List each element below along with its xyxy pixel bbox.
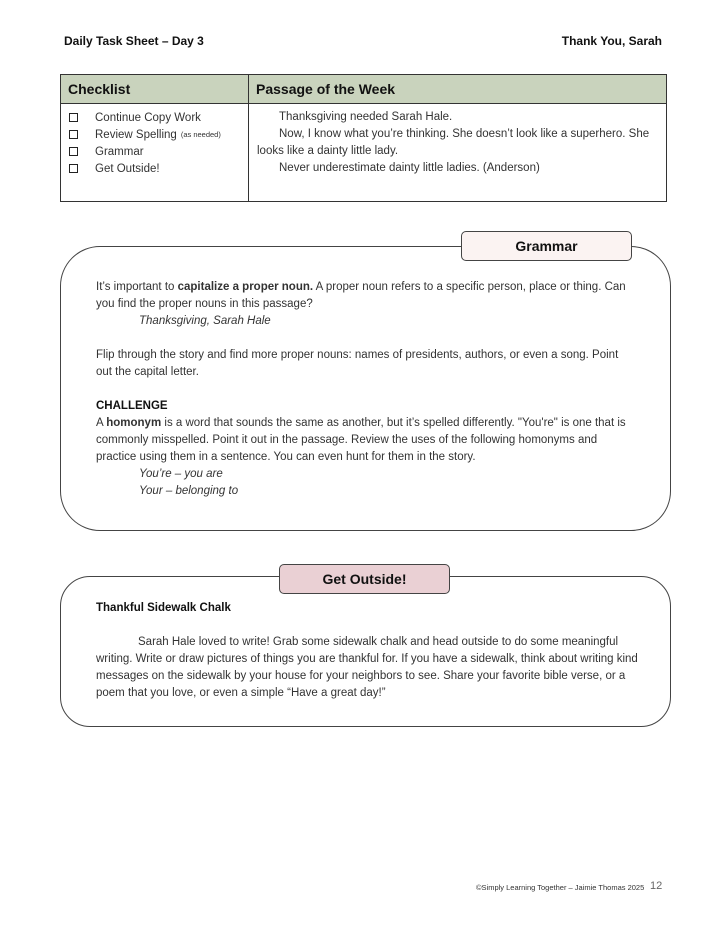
checklist-item-label: Get Outside! (95, 162, 160, 175)
get-outside-tab: Get Outside! (279, 564, 450, 594)
checkbox-icon[interactable] (69, 147, 78, 156)
checklist-item-label: Review Spelling (95, 128, 177, 141)
grammar-activity: Flip through the story and find more proper nouns: names of presidents, authors, or even a song. Point out the capital letter. (96, 349, 619, 378)
passage-heading: Passage of the Week (249, 75, 666, 104)
text-run: It’s important to (96, 281, 178, 293)
passage-line: Now, I know what you’re thinking. She doesn’t look like a superhero. She looks like a dainty little lady. (257, 128, 650, 157)
grammar-intro (96, 279, 636, 313)
key-term: homonym (106, 417, 162, 429)
checkbox-icon[interactable] (69, 164, 78, 173)
homonym-example: Your – belonging to (139, 485, 239, 497)
checklist-item[interactable] (69, 126, 248, 143)
activity-body: Sarah Hale loved to write! Grab some sidewalk chalk and head outside to do some meaningful writing. Write or draw pictures of things you are thankful for. If you have a sidewalk, think about writing kind messages on the sidewalk by your house for your neighbors to see. Share your favorite bible verse, or a poem that you love, or even a simple “Have a great day!” (96, 636, 638, 699)
passage-text (249, 104, 666, 177)
checklist (61, 104, 248, 177)
story-title: Thank You, Sarah (561, 34, 662, 48)
passage-line: Thanksgiving needed Sarah Hale. (279, 111, 453, 123)
checklist-passage-table (60, 74, 667, 202)
sheet-title: Daily Task Sheet – Day 3 (64, 34, 204, 48)
checklist-item-label: Continue Copy Work (95, 111, 201, 124)
passage-column (249, 75, 666, 201)
homonym-example: You’re – you are (139, 468, 223, 480)
homonym-text (96, 415, 636, 466)
activity-title: Thankful Sidewalk Chalk (96, 602, 231, 614)
checkbox-icon[interactable] (69, 130, 78, 139)
checklist-item-note: (as needed) (180, 130, 221, 139)
text-run: A (96, 417, 107, 429)
key-phrase: capitalize a proper noun. (177, 281, 314, 293)
checklist-heading: Checklist (61, 75, 248, 104)
checkbox-icon[interactable] (69, 113, 78, 122)
grammar-tab: Grammar (461, 231, 632, 261)
page-number: 12 (650, 880, 663, 892)
copyright: ©Simply Learning Together – Jaimie Thomas 2025 (476, 883, 645, 892)
passage-line: Never underestimate dainty little ladies. (Anderson) (279, 162, 540, 174)
challenge-heading: CHALLENGE (96, 400, 168, 412)
proper-noun-answer: Thanksgiving, Sarah Hale (139, 315, 271, 327)
get-outside-content (96, 600, 641, 702)
text-run: is a word that sounds the same as another, but it’s spelled differently. "You're" is one that is commonly misspelled. Point it out in the passage. Review the uses of the following homonyms and practice using them in a sentence. You can even hunt for them in the story. (96, 417, 626, 463)
checklist-item[interactable] (69, 160, 248, 177)
text-run: A proper noun refers to a specific person, place or thing. Can you find the proper nouns in this passage? (96, 281, 626, 310)
grammar-content (96, 279, 636, 500)
checklist-item-label: Grammar (95, 145, 144, 158)
checklist-item[interactable] (69, 143, 248, 160)
checklist-item[interactable] (69, 109, 248, 126)
checklist-column (61, 75, 249, 201)
